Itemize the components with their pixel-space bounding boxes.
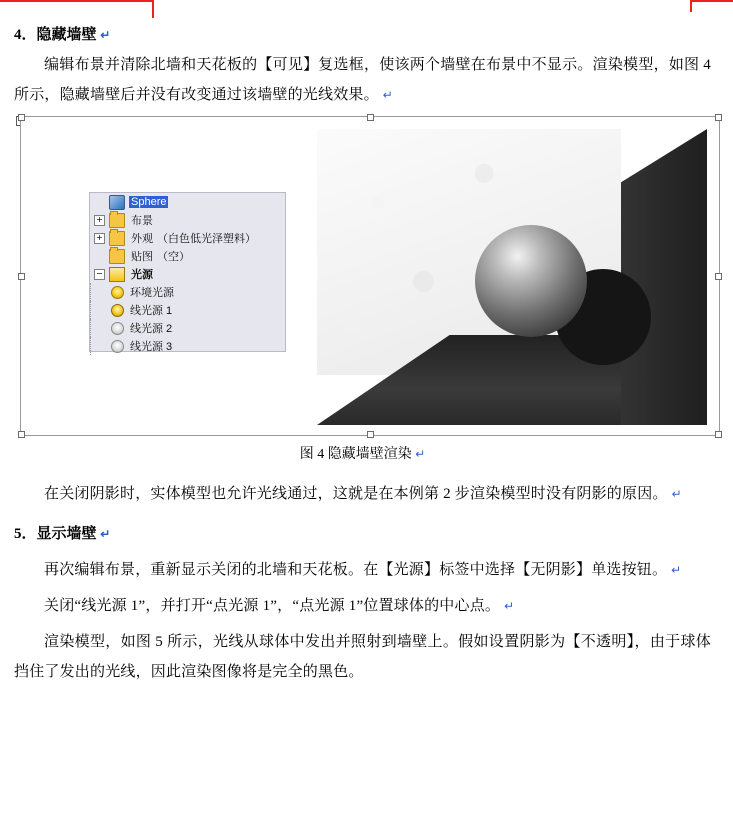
margin-mark-top-right-vertical: [690, 0, 692, 12]
tree-item-ambient-light[interactable]: [90, 283, 285, 301]
tree-item-directional-light-1[interactable]: [90, 301, 285, 319]
directional-light-off-icon: [111, 322, 124, 335]
resize-handle-top-right[interactable]: [715, 114, 722, 121]
tree-item-note: （白色低光泽塑料）: [157, 233, 256, 245]
tree-item-label: 外观: [131, 233, 153, 245]
paragraph-1-text: 编辑布景并清除北墙和天花板的【可见】复选框，使该两个墙壁在布景中不显示。渲染模型，如图 4 所示，隐藏墙壁后并没有改变通过该墙壁的光线效果。: [14, 57, 711, 103]
paragraph-3-text: 再次编辑布景，重新显示关闭的北墙和天花板。在【光源】标签中选择【无阴影】单选按钮。: [44, 562, 668, 578]
directional-light-off-icon: [111, 340, 124, 353]
paragraph-5: [0, 627, 733, 687]
resize-handle-bottom-center[interactable]: [367, 431, 374, 438]
paragraph-4: [0, 591, 733, 621]
rendered-image: [317, 129, 707, 425]
folder-icon: [109, 249, 125, 264]
resize-handle-bottom-left[interactable]: [18, 431, 25, 438]
tree-item-label: 光源: [131, 269, 153, 281]
paragraph-mark: ↵: [415, 447, 426, 461]
folder-icon: [109, 231, 125, 246]
render-tree-panel[interactable]: [89, 192, 286, 352]
render-sphere: [475, 225, 587, 337]
tree-item-directional-light-3[interactable]: [90, 337, 285, 355]
resize-handle-middle-left[interactable]: [18, 273, 25, 280]
figure-image-frame[interactable]: [20, 116, 720, 436]
margin-mark-top-right-horizontal: [690, 0, 733, 2]
section-heading-4-text: 4．隐藏墙壁: [14, 27, 97, 43]
resize-handle-top-left[interactable]: [18, 114, 25, 121]
figure-caption: [14, 440, 711, 469]
tree-item-root[interactable]: [90, 193, 285, 211]
resize-handle-top-center[interactable]: [367, 114, 374, 121]
directional-light-on-icon: [111, 304, 124, 317]
paragraph-1: [0, 50, 733, 110]
tree-item-lights[interactable]: [90, 265, 285, 283]
tree-item-label: 环境光源: [130, 287, 174, 299]
paragraph-2-text: 在关闭阴影时，实体模型也允许光线通过，这就是在本例第 2 步渲染模型时没有阴影的原因。: [44, 486, 668, 502]
paragraph-mark: ↵: [382, 88, 394, 102]
paragraph-mark: ↵: [504, 599, 515, 613]
paragraph-mark: ↵: [100, 527, 111, 541]
expander-icon: [94, 251, 105, 262]
tree-item-scene[interactable]: [90, 211, 285, 229]
paragraph-mark: ↵: [100, 28, 111, 42]
figure-caption-text: 图 4 隐藏墙壁渲染: [299, 447, 412, 462]
folder-icon: [109, 213, 125, 228]
paragraph-4-text: 关闭“线光源 1”，并打开“点光源 1”，“点光源 1”位置球体的中心点。: [44, 598, 501, 614]
tree-item-label: 线光源 1: [130, 305, 173, 317]
tree-item-note: （空）: [157, 251, 190, 263]
paragraph-2: [0, 479, 733, 509]
ambient-light-icon: [111, 286, 124, 299]
tree-item-label: 线光源 3: [130, 341, 173, 353]
section-heading-5-text: 5．显示墙壁: [14, 526, 97, 542]
expander-plus-icon[interactable]: +: [94, 233, 105, 244]
expander-plus-icon[interactable]: +: [94, 215, 105, 226]
resize-handle-middle-right[interactable]: [715, 273, 722, 280]
document-content: [0, 20, 733, 687]
tree-item-appearance[interactable]: [90, 229, 285, 247]
tree-item-label: 布景: [131, 215, 153, 227]
tree-item-label: Sphere: [131, 196, 167, 208]
paragraph-mark: ↵: [671, 563, 682, 577]
light-source-icon: [109, 267, 125, 282]
tree-item-directional-light-2[interactable]: [90, 319, 285, 337]
section-heading-5: [0, 519, 733, 549]
tree-item-label: 贴图: [131, 251, 153, 263]
tree-item-texture[interactable]: [90, 247, 285, 265]
paragraph-mark: ↵: [671, 487, 682, 501]
sphere-icon: [109, 195, 125, 210]
paragraph-3: [0, 555, 733, 585]
expander-icon: [94, 197, 105, 208]
resize-handle-bottom-right[interactable]: [715, 431, 722, 438]
expander-minus-icon[interactable]: −: [94, 269, 105, 280]
margin-mark-top-left-vertical: [152, 0, 154, 18]
paragraph-5-text: 渲染模型，如图 5 所示，光线从球体中发出并照射到墙壁上。假如设置阴影为【不透明】，由于球体挡住了发出的光线，因此渲染图像将是完全的黑色。: [14, 634, 711, 680]
figure-container: [0, 116, 733, 469]
section-heading-4: [0, 20, 733, 50]
margin-mark-top-left-horizontal: [0, 0, 152, 2]
tree-item-label: 线光源 2: [130, 323, 173, 335]
